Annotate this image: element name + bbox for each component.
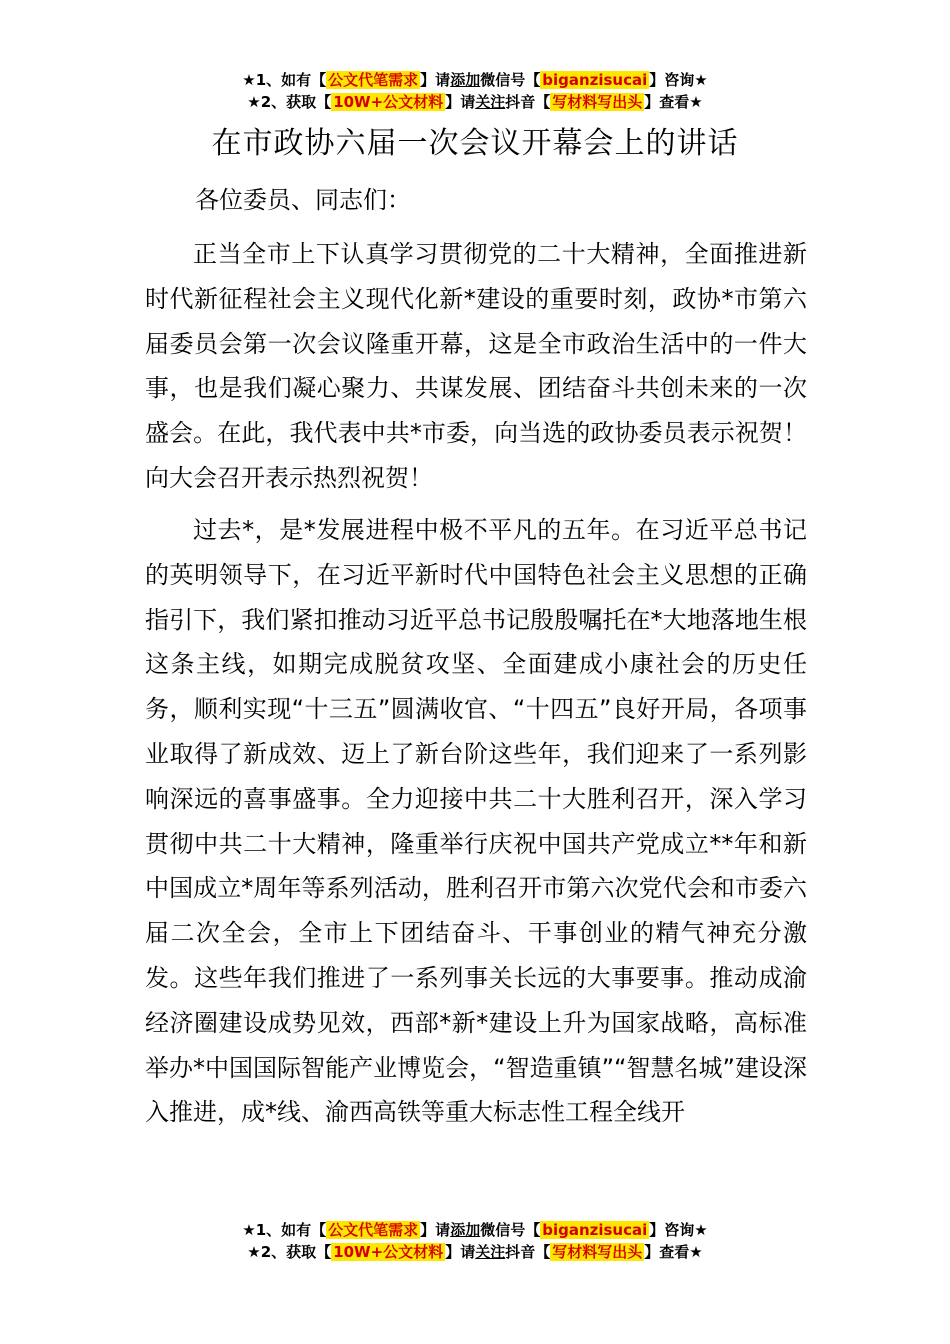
banner-text: 】咨询★	[649, 1221, 708, 1239]
banner-underline: 添加	[450, 71, 481, 89]
banner-text: ★1、如有【	[242, 71, 327, 89]
banner-underline: 关注	[475, 93, 506, 111]
banner-text: ★2、获取【	[247, 1243, 332, 1261]
document-title: 在市政协六届一次会议开幕会上的讲话	[211, 126, 739, 161]
banner-text: 抖音【	[505, 1243, 551, 1261]
banner-text: 】查看★	[644, 1243, 703, 1261]
banner-text: 】查看★	[644, 93, 703, 111]
banner-line-2	[0, 1241, 950, 1263]
banner-text: 】请	[445, 93, 476, 111]
banner-highlight: 公文代笔需求	[328, 71, 419, 89]
banner-line-1	[0, 1219, 950, 1241]
banner-text: 】咨询★	[649, 71, 708, 89]
banner-underline: 关注	[475, 1243, 506, 1261]
banner-text: 微信号【	[480, 1221, 541, 1239]
banner-text: 】请	[445, 1243, 476, 1261]
banner-line-2	[0, 91, 950, 113]
banner-text: ★2、获取【	[247, 93, 332, 111]
banner-text: ★1、如有【	[242, 1221, 327, 1239]
banner-text: 】请	[420, 71, 451, 89]
banner-highlight: 公文代笔需求	[328, 1221, 419, 1239]
banner-highlight: 10W+公文材料	[333, 93, 444, 111]
banner-highlight: 10W+公文材料	[333, 1243, 444, 1261]
banner-text: 微信号【	[480, 71, 541, 89]
banner-text: 抖音【	[505, 93, 551, 111]
banner-highlight: 写材料写出头	[552, 93, 643, 111]
banner-highlight: biganzisucai	[542, 1221, 648, 1239]
header-banner	[0, 69, 950, 113]
body-paragraph-2: 过去*，是*发展进程中极不平凡的五年。在习近平总书记的英明领导下，在习近平新时代中国特色社会主义思想的正确指引下，我们紧扣推动习近平总书记殷殷嘱托在*大地落地生根这条主线，如期完成脱贫攻坚、全面建成小康社会的历史任务，顺利实现“十三五”圆满收官、“十四五”良好开局，各项事业取得了新成效、迈上了新台阶这些年，我们迎来了一系列影响深远的喜事盛事。全力迎接中共二十大胜利召开，深入学习贯彻中共二十大精神，隆重举行庆祝中国共产党成立**年和新中国成立*周年等系列活动，胜利召开市第六次党代会和市委六届二次全会，全市上下团结奋斗、干事创业的精气神充分激发。这些年我们推进了一系列事关长远的大事要事。推动成渝经济圈建设成势见效，西部*新*建设上升为国家战略，高标准举办*中国国际智能产业博览会，“智造重镇”“智慧名城”建设深入推进，成*线、渝西高铁等重大标志性工程全线开	[145, 516, 807, 1127]
footer-banner	[0, 1219, 950, 1263]
banner-highlight: biganzisucai	[542, 71, 648, 89]
banner-highlight: 写材料写出头	[552, 1243, 643, 1261]
banner-line-1	[0, 69, 950, 91]
banner-underline: 添加	[450, 1221, 481, 1239]
banner-text: 】请	[420, 1221, 451, 1239]
salutation: 各位委员、同志们：	[195, 186, 411, 214]
body-paragraph-1: 正当全市上下认真学习贯彻党的二十大精神，全面推进新时代新征程社会主义现代化新*建设的重要时刻，政协*市第六届委员会第一次会议隆重开幕，这是全市政治生活中的一件大事，也是我们凝心聚力、共谋发展、团结奋斗共创未来的一次盛会。在此，我代表中共*市委，向当选的政协委员表示祝贺！向大会召开表示热烈祝贺！	[145, 240, 807, 492]
